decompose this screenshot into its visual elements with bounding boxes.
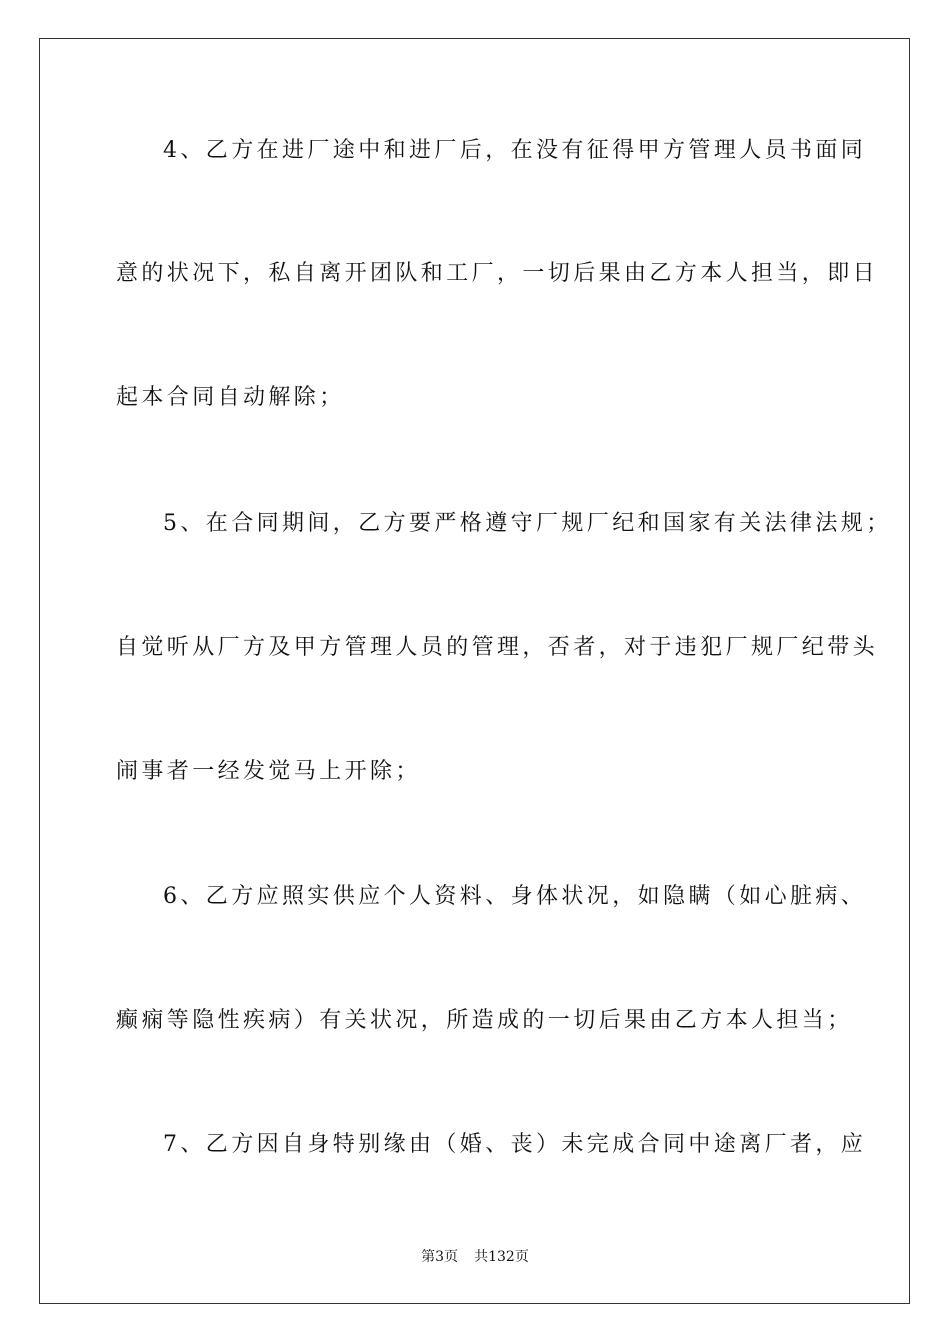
clause-5-line-1: 5、在合同期间，乙方要严格遵守厂规厂纪和国家有关法律法规； [163, 511, 892, 536]
clause-5-line-2: 自觉听从厂方及甲方管理人员的管理，否者，对于违犯厂规厂纪带头 [116, 635, 879, 660]
clause-7-line-1: 7、乙方因自身特别缘由（婚、丧）未完成合同中途离厂者，应 [163, 1132, 867, 1157]
clause-4-line-1: 4、乙方在进厂途中和进厂后，在没有征得甲方管理人员书面同 [163, 138, 867, 163]
page-total: 共132页 [474, 1249, 529, 1265]
clause-6-line-1: 6、乙方应照实供应个人资料、身体状况，如隐瞒（如心脏病、 [163, 884, 867, 909]
page-number: 第3页 [421, 1249, 459, 1265]
page-frame [39, 38, 910, 1304]
clause-6-line-2: 癫痫等隐性疾病）有关状况，所造成的一切后果由乙方本人担当； [116, 1008, 853, 1033]
page-footer [0, 1248, 950, 1266]
clause-4-line-2: 意的状况下，私自离开团队和工厂，一切后果由乙方本人担当，即日 [116, 261, 879, 286]
clause-5-line-3: 闹事者一经发觉马上开除； [116, 759, 421, 784]
clause-4-line-3: 起本合同自动解除； [116, 385, 345, 410]
